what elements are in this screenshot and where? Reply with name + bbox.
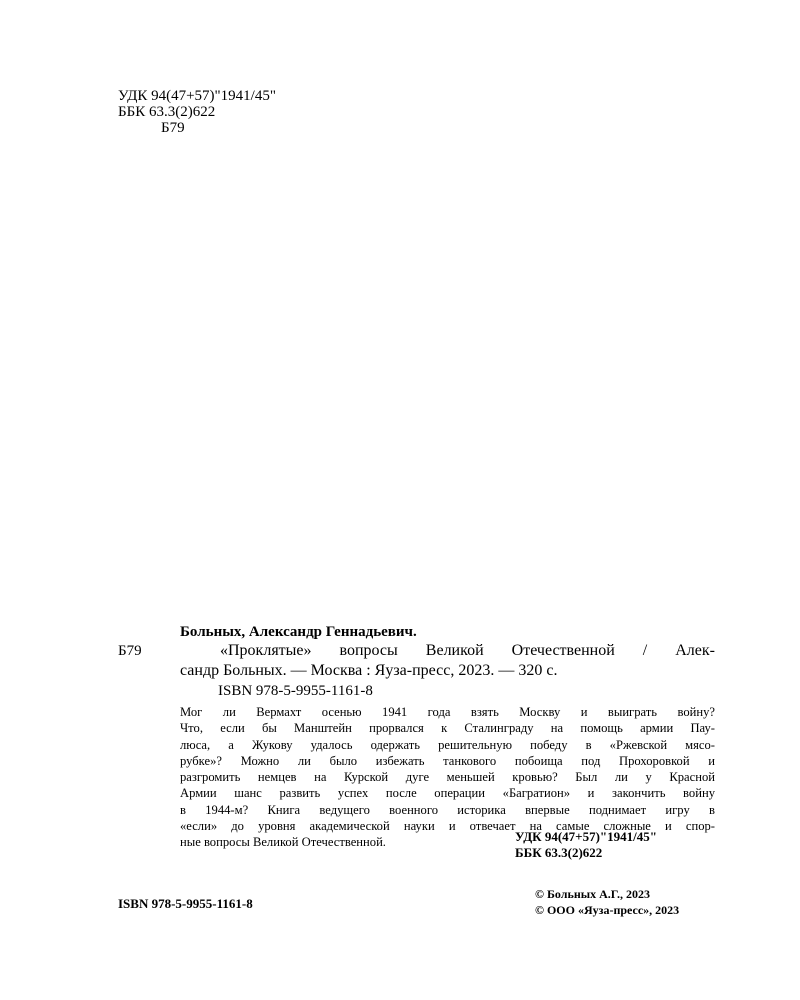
catalog-title-line: сандр Больных. — Москва : Яуза-пресс, 2023. — 320 с.	[180, 662, 558, 679]
top-classification-codes	[118, 88, 276, 136]
annotation-line: ные вопросы Великой Отечественной.	[180, 835, 386, 850]
annotation-line: рубке»? Можно ли было избежать танкового побоища под Прохоровкой и	[180, 753, 715, 768]
annotation-line: Мог ли Вермахт осенью 1941 года взять Москву и выиграть войну?	[180, 705, 715, 719]
catalog-isbn: ISBN 978-5-9955-1161-8	[218, 683, 373, 699]
udk-code: УДК 94(47+57)"1941/45"	[118, 88, 276, 104]
annotation-line: Армии шанс развить успех после операции «Багратион» и закончить войну	[180, 786, 715, 801]
udk-code: УДК 94(47+57)"1941/45"	[515, 829, 657, 844]
annotation-line: «если» до уровня академической науки и отвечает на самые сложные и спор-	[180, 819, 715, 834]
bbk-code: ББК 63.3(2)622	[515, 845, 603, 860]
annotation-line: люса, а Жукову удалось одержать решительную победу в «Ржевской мясо-	[180, 737, 715, 752]
bbk-code: ББК 63.3(2)622	[118, 104, 216, 120]
catalog-author-mark: Б79	[118, 643, 142, 659]
copyright-author: © Больных А.Г., 2023	[535, 887, 651, 901]
annotation-line: Что, если бы Манштейн прорвался к Сталинграду на помощь армии Пау-	[180, 721, 715, 736]
catalog-author: Больных, Александр Геннадьевич.	[180, 624, 417, 640]
bottom-classification-codes	[515, 829, 657, 861]
annotation-line: разгромить немцев на Курской дуге меньшей кровью? Был ли у Красной	[180, 770, 715, 785]
copyright-block	[535, 886, 679, 918]
annotation-line: в 1944-м? Книга ведущего военного историка впервые поднимает игру в	[180, 802, 715, 817]
catalog-title-line: «Проклятые» вопросы Великой Отечественной / Алек-	[220, 642, 715, 659]
bottom-isbn: ISBN 978-5-9955-1161-8	[118, 896, 253, 911]
copyright-publisher: © ООО «Яуза-пресс», 2023	[535, 903, 680, 917]
author-mark: Б79	[161, 120, 185, 136]
catalog-title-block	[180, 641, 715, 681]
